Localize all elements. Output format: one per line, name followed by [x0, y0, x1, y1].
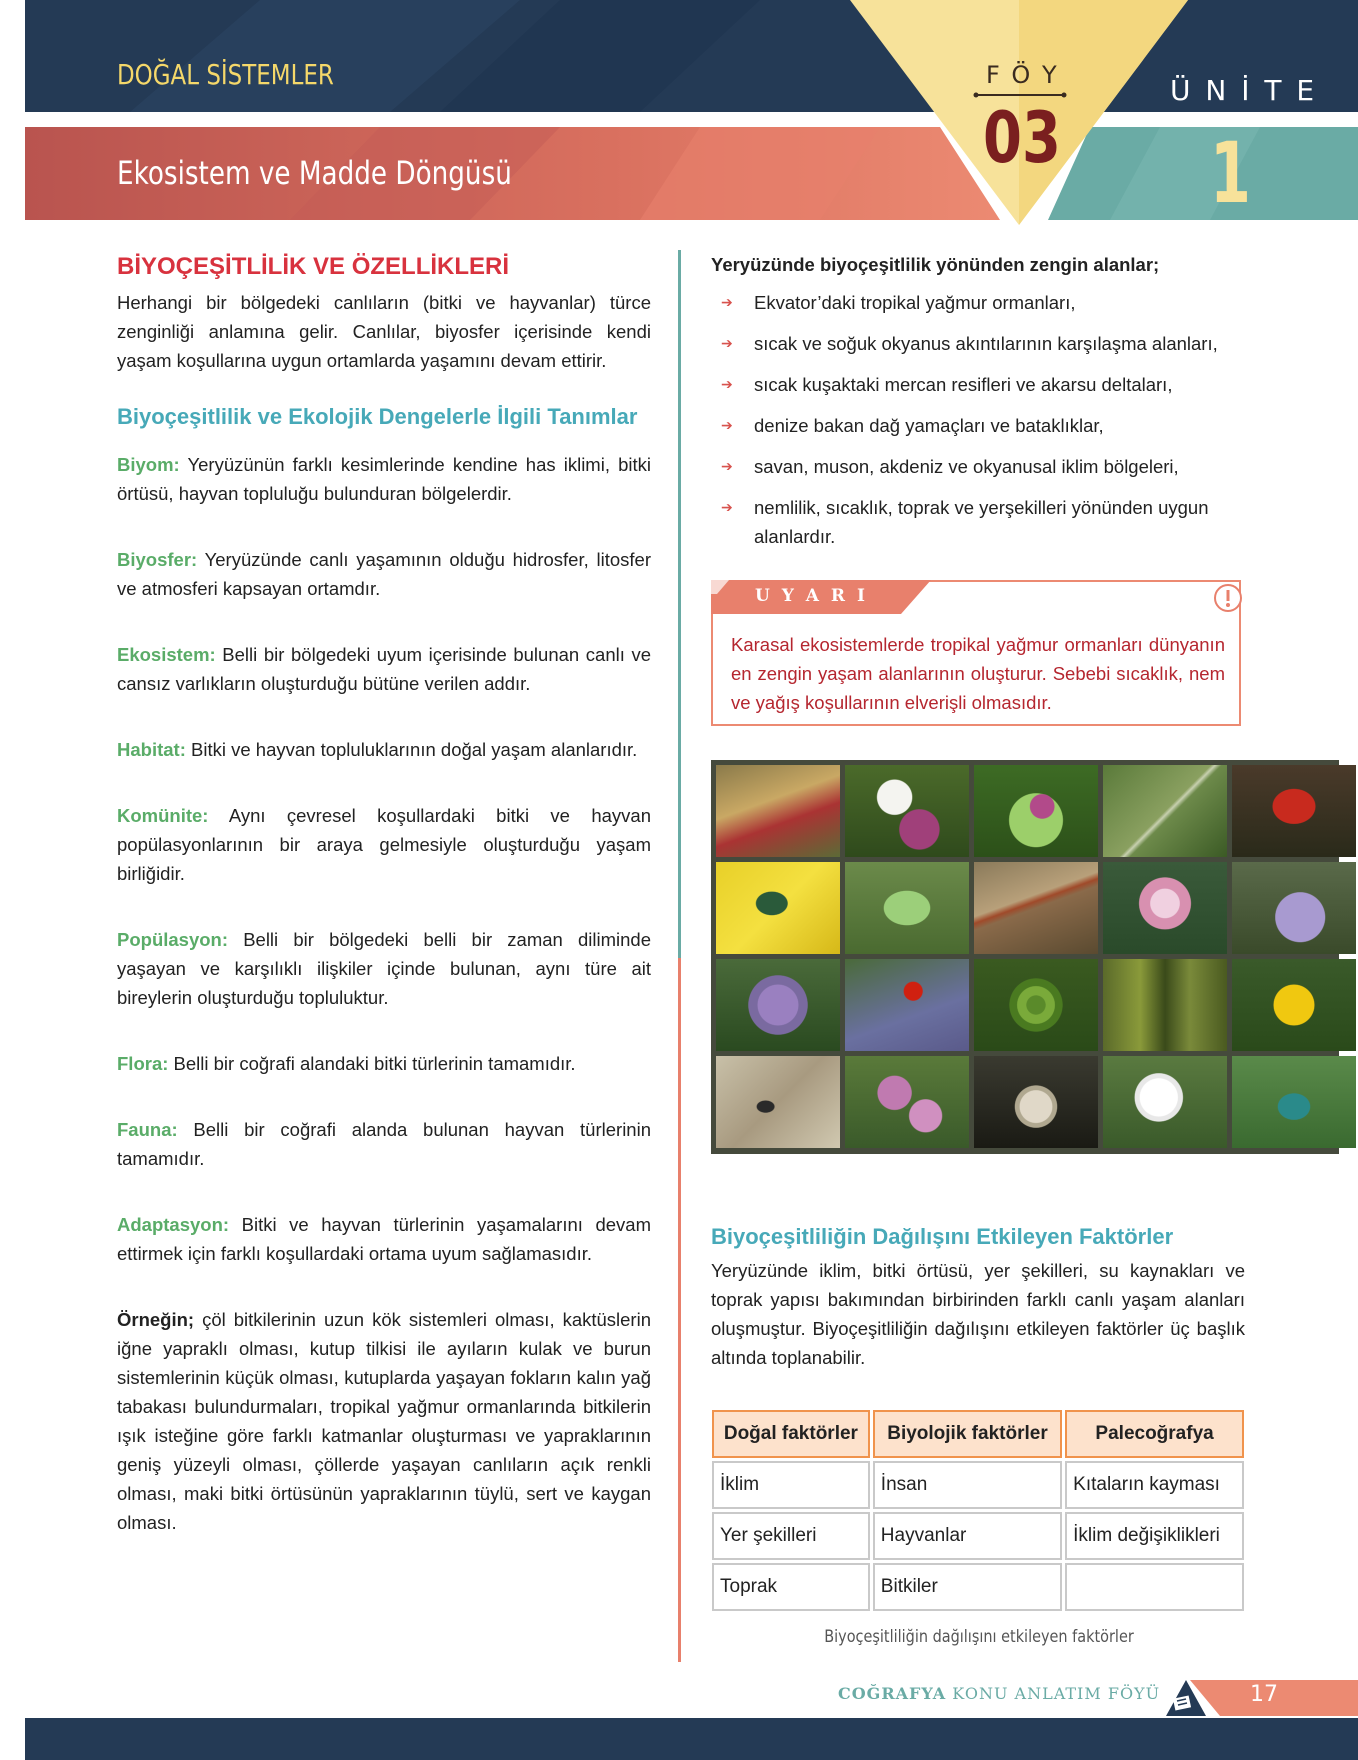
photo-green-leaf — [845, 862, 969, 954]
photo-grass-flowers — [716, 765, 840, 857]
table-cell: Toprak — [712, 1563, 870, 1611]
table-cell — [1065, 1563, 1244, 1611]
term-text: Yeryüzünde canlı yaşamının olduğu hidrosfer, litosfer ve atmosferi kapsayan ortamdır. — [117, 549, 651, 599]
footer-bar — [25, 1718, 1358, 1760]
table-header: Doğal faktörler — [712, 1410, 870, 1458]
footer-label — [838, 1684, 1160, 1703]
term-text: Belli bir bölgedeki belli bir zaman diliminde yaşayan ve karşılıklı ilişkiler içinde bulunan, aynı türe ait bireylerin oluşturduğu topluluktur. — [117, 929, 651, 1008]
photo-yellow-flower — [1232, 959, 1356, 1051]
arrow-right-icon: ➔ — [721, 499, 733, 515]
term-label: Popülasyon: — [117, 929, 229, 950]
photo-orchids — [845, 1056, 969, 1148]
arrow-right-icon: ➔ — [721, 458, 733, 474]
left-column — [117, 252, 651, 1537]
term-text: Yeryüzünün farklı kesimlerinde kendine has iklimi, bitki örtüsü, hayvan topluluğu bulunduran bölgelerdir. — [117, 454, 651, 504]
table-cell: Bitkiler — [873, 1563, 1062, 1611]
term-text: Belli bir coğrafi alanda bulunan hayvan türlerinin tamamıdır. — [117, 1119, 651, 1169]
photo-butterfly-clover — [845, 765, 969, 857]
table-cell: Hayvanlar — [873, 1512, 1062, 1560]
photo-mosquito — [1103, 959, 1227, 1051]
rich-areas-list — [711, 288, 1251, 551]
table-row — [712, 1512, 1244, 1560]
unite-number: 1 — [1210, 124, 1251, 222]
term-label: Biyosfer: — [117, 549, 198, 570]
table-cell: Kıtaların kayması — [1065, 1461, 1244, 1509]
term-text: Aynı çevresel koşullardaki bitki ve hayvan popülasyonlarının bir araya gelmesiyle oluşturduğu yaşam birliğidir. — [117, 805, 651, 884]
column-divider-lower — [678, 958, 681, 1662]
term-text: Bitki ve hayvan topluluklarının doğal yaşam alanlarıdır. — [185, 739, 638, 760]
foy-number: 03 — [983, 97, 1061, 179]
definition-komunite — [117, 801, 651, 888]
footer-subject: COĞRAFYA — [838, 1684, 947, 1703]
term-label: Ekosistem: — [117, 644, 216, 665]
arrow-right-icon: ➔ — [721, 376, 733, 392]
photo-water-lily — [1103, 862, 1227, 954]
topic-title: Ekosistem ve Madde Döngüsü — [117, 154, 512, 192]
photo-bee-flower — [1232, 862, 1356, 954]
table-cell: İklim değişiklikleri — [1065, 1512, 1244, 1560]
section-title: BİYOÇEŞİTLİLİK VE ÖZELLİKLERİ — [117, 253, 510, 280]
list-item: ➔ savan, muson, akdeniz ve okyanusal iklim bölgeleri, — [711, 452, 1251, 481]
factors-title: Biyoçeşitliliğin Dağılışını Etkileyen Faktörler — [711, 1224, 1174, 1249]
foy-label: F Ö Y — [986, 61, 1059, 89]
photo-mushroom — [1232, 765, 1356, 857]
arrow-right-icon: ➔ — [721, 335, 733, 351]
table-caption: Biyoçeşitliliğin dağılışını etkileyen faktörler — [824, 1627, 1134, 1647]
photo-leaf-bud — [974, 765, 1098, 857]
photo-snail — [974, 1056, 1098, 1148]
list-item: ➔ sıcak kuşaktaki mercan resifleri ve akarsu deltaları, — [711, 370, 1251, 399]
factors-intro: Yeryüzünde iklim, bitki örtüsü, yer şekilleri, su kaynakları ve toprak yapısı bakımından birbirinden farklı canlı yaşam alanları oluşmuştur. Biyoçeşitliliğin dağılışını etkileyen faktörler üç başlık altında toplanabilir. — [711, 1260, 1245, 1368]
list-item: ➔ nemlilik, sıcaklık, toprak ve yerşekilleri yönünden uygun alanlardır. — [711, 493, 1251, 551]
definition-fauna — [117, 1115, 651, 1173]
table-cell: Yer şekilleri — [712, 1512, 870, 1560]
definitions-list — [117, 450, 651, 1537]
arrow-right-icon: ➔ — [721, 417, 733, 433]
term-label: Biyom: — [117, 454, 180, 475]
photo-ladybug — [845, 959, 969, 1051]
example-text: çöl bitkilerinin uzun kök sistemleri olması, kaktüslerin iğne yapraklı olması, kutup tilkisi ile ayıların kulak ve burun sistemlerinin küçük olması, kutuplarda yaşayan fokların kalın yağ tabakası bulundurmaları, tropikal yağmur ormanlarında bitkilerin ışık isteğine göre farklı katmanlar oluşturması ve yapraklarının geniş yüzeyli olması, çöllerde yaşayan canlıların açık renkli olması, maki bitki örtüsünün yapraklarının tüylü, sert ve kaygan olması. — [117, 1309, 651, 1533]
photo-insect-grass — [1103, 765, 1227, 857]
definition-habitat — [117, 735, 651, 764]
term-text: Bitki ve hayvan türlerinin yaşamalarını devam ettirmek için farklı koşullardaki ortama uyum sağlamasıdır. — [117, 1214, 651, 1264]
definition-ekosistem — [117, 640, 651, 698]
photo-purple-flower — [716, 959, 840, 1051]
header-banner — [0, 0, 1358, 230]
column-divider — [678, 250, 681, 958]
list-item: ➔ sıcak ve soğuk okyanus akıntılarının karşılaşma alanları, — [711, 329, 1251, 358]
example-lead: Örneğin; — [117, 1309, 195, 1330]
term-label: Komünite: — [117, 805, 209, 826]
term-text: Belli bir bölgedeki uyum içerisinde bulunan canlı ve cansız varlıkların oluşturduğu bütüne verilen addır. — [117, 644, 651, 694]
biodiversity-photo-grid — [711, 760, 1339, 1154]
term-label: Flora: — [117, 1053, 169, 1074]
photo-tadpole-leaf — [716, 1056, 840, 1148]
term-text: Belli bir coğrafi alandaki bitki türlerinin tamamıdır. — [168, 1053, 576, 1074]
table-cell: İnsan — [873, 1461, 1062, 1509]
unit-section-title: DOĞAL SİSTEMLER — [117, 58, 334, 91]
table-row — [712, 1563, 1244, 1611]
arrow-right-icon: ➔ — [721, 294, 733, 310]
warning-text: Karasal ekosistemlerde tropikal yağmur ormanları dünyanın en zengin yaşam alanlarının oluşturur. Sebebi sıcaklık, nem ve yağış koşullarının elverişli olmasıdır. — [731, 634, 1225, 713]
photo-dandelion — [1103, 1056, 1227, 1148]
unite-label: Ü N İ T E — [1170, 74, 1318, 107]
warning-label: U Y A R I — [755, 586, 868, 606]
photo-beetle-yellow — [716, 862, 840, 954]
definition-biyom — [117, 450, 651, 508]
photo-green-beetle — [1232, 1056, 1356, 1148]
table-row — [712, 1461, 1244, 1509]
right-column-top — [711, 250, 1251, 551]
right-column-bottom — [711, 1222, 1245, 1372]
list-item: ➔ Ekvator’daki tropikal yağmur ormanları, — [711, 288, 1251, 317]
term-label: Habitat: — [117, 739, 186, 760]
rich-areas-title: Yeryüzünde biyoçeşitlilik yönünden zengin alanlar; — [711, 254, 1160, 275]
table-header-row — [712, 1410, 1244, 1458]
photo-dragonfly — [974, 862, 1098, 954]
table-header: Palecoğrafya — [1065, 1410, 1244, 1458]
list-item: ➔ denize bakan dağ yamaçları ve bataklıklar, — [711, 411, 1251, 440]
warning-icon — [1212, 582, 1244, 614]
table-header: Biyolojik faktörler — [873, 1410, 1062, 1458]
definition-biyosfer — [117, 545, 651, 603]
book-icon — [1172, 1694, 1194, 1712]
definition-adaptasyon — [117, 1210, 651, 1268]
example-paragraph — [117, 1305, 651, 1537]
footer-subtitle: KONU ANLATIM FÖYÜ — [946, 1684, 1161, 1703]
definition-populasyon — [117, 925, 651, 1012]
definitions-subtitle: Biyoçeşitlilik ve Ekolojik Dengelerle İlgili Tanımlar — [117, 404, 638, 429]
term-label: Adaptasyon: — [117, 1214, 230, 1235]
section-intro: Herhangi bir bölgedeki canlıların (bitki ve hayvanlar) türce zenginliği anlamına gelir. Canlılar, biyosfer içerisinde kendi yaşam koşullarına uygun ortamlarda yaşamını devam ettirir. — [117, 292, 651, 371]
definition-flora — [117, 1049, 651, 1078]
table-cell: İklim — [712, 1461, 870, 1509]
photo-fern-spiral — [974, 959, 1098, 1051]
term-label: Fauna: — [117, 1119, 178, 1140]
page-number: 17 — [1250, 1682, 1278, 1707]
factors-table — [709, 1407, 1247, 1614]
